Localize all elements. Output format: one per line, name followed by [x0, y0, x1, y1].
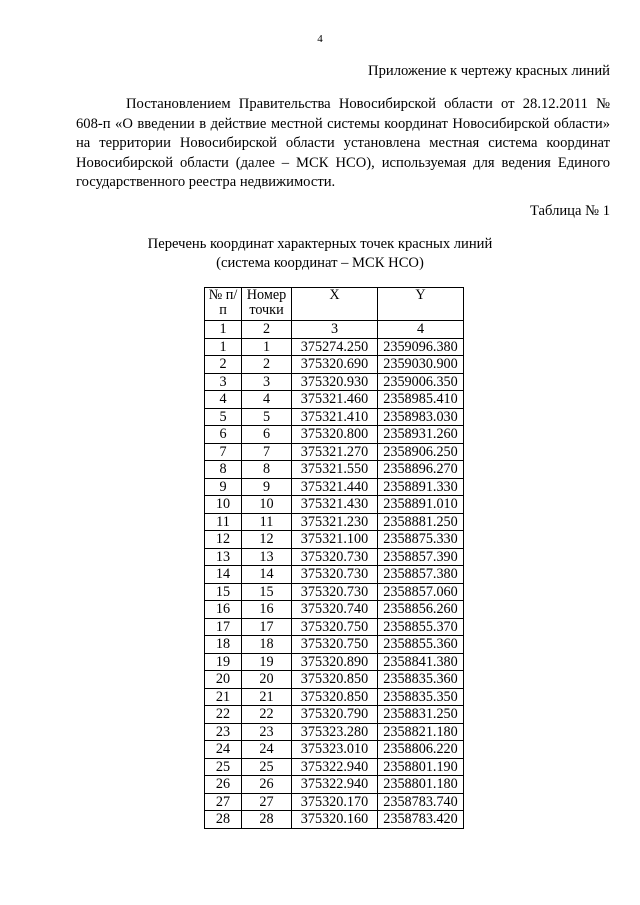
- caption-line-1: Перечень координат характерных точек красных линий: [147, 236, 493, 252]
- table-row: [205, 461, 464, 479]
- table-row: [205, 426, 464, 444]
- cell-x: 375320.730: [292, 583, 378, 601]
- column-number: 2: [242, 321, 292, 339]
- cell-x: 375320.740: [292, 601, 378, 619]
- cell-point-number: 25: [242, 758, 292, 776]
- cell-row-number: 28: [205, 811, 242, 829]
- cell-y: 2358835.350: [378, 688, 464, 706]
- cell-point-number: 27: [242, 793, 292, 811]
- table-row: [205, 758, 464, 776]
- cell-point-number: 23: [242, 723, 292, 741]
- cell-row-number: 18: [205, 636, 242, 654]
- cell-y: 2358985.410: [378, 391, 464, 409]
- cell-x: 375320.930: [292, 373, 378, 391]
- cell-y: 2358831.250: [378, 706, 464, 724]
- cell-point-number: 17: [242, 618, 292, 636]
- cell-row-number: 23: [205, 723, 242, 741]
- cell-y: 2358821.180: [378, 723, 464, 741]
- cell-y: 2358841.380: [378, 653, 464, 671]
- caption-line-2: (система координат – МСК НСО): [216, 255, 424, 271]
- cell-point-number: 18: [242, 636, 292, 654]
- table-row: [205, 618, 464, 636]
- cell-x: 375323.010: [292, 741, 378, 759]
- cell-row-number: 26: [205, 776, 242, 794]
- cell-x: 375274.250: [292, 338, 378, 356]
- cell-row-number: 8: [205, 461, 242, 479]
- cell-y: 2358875.330: [378, 531, 464, 549]
- table-body: [205, 338, 464, 828]
- cell-row-number: 11: [205, 513, 242, 531]
- cell-y: 2358801.190: [378, 758, 464, 776]
- cell-row-number: 12: [205, 531, 242, 549]
- table-label: Таблица № 1: [530, 203, 610, 219]
- cell-row-number: 25: [205, 758, 242, 776]
- cell-y: 2358801.180: [378, 776, 464, 794]
- cell-point-number: 5: [242, 408, 292, 426]
- cell-x: 375321.270: [292, 443, 378, 461]
- cell-y: 2358881.250: [378, 513, 464, 531]
- cell-point-number: 13: [242, 548, 292, 566]
- cell-y: 2358855.370: [378, 618, 464, 636]
- cell-y: 2358896.270: [378, 461, 464, 479]
- table-row: [205, 443, 464, 461]
- cell-x: 375322.940: [292, 758, 378, 776]
- cell-y: 2359006.350: [378, 373, 464, 391]
- cell-x: 375321.230: [292, 513, 378, 531]
- cell-x: 375321.410: [292, 408, 378, 426]
- table-row: [205, 566, 464, 584]
- cell-x: 375320.800: [292, 426, 378, 444]
- cell-x: 375320.730: [292, 548, 378, 566]
- table-row: [205, 776, 464, 794]
- cell-x: 375321.460: [292, 391, 378, 409]
- page-number: 4: [317, 33, 323, 45]
- cell-point-number: 4: [242, 391, 292, 409]
- appendix-title: Приложение к чертежу красных линий: [368, 63, 610, 79]
- cell-y: 2358856.260: [378, 601, 464, 619]
- cell-point-number: 26: [242, 776, 292, 794]
- column-number-row: [205, 321, 464, 339]
- table-row: [205, 671, 464, 689]
- cell-point-number: 9: [242, 478, 292, 496]
- table-row: [205, 531, 464, 549]
- cell-point-number: 1: [242, 338, 292, 356]
- cell-x: 375320.790: [292, 706, 378, 724]
- cell-y: 2358931.260: [378, 426, 464, 444]
- table-row: [205, 496, 464, 514]
- cell-point-number: 24: [242, 741, 292, 759]
- cell-point-number: 8: [242, 461, 292, 479]
- cell-point-number: 16: [242, 601, 292, 619]
- cell-x: 375320.850: [292, 688, 378, 706]
- cell-point-number: 28: [242, 811, 292, 829]
- cell-point-number: 7: [242, 443, 292, 461]
- cell-row-number: 1: [205, 338, 242, 356]
- table-row: [205, 811, 464, 829]
- table-caption: [0, 235, 640, 273]
- cell-point-number: 19: [242, 653, 292, 671]
- cell-y: 2359096.380: [378, 338, 464, 356]
- cell-y: 2358783.420: [378, 811, 464, 829]
- cell-y: 2358783.740: [378, 793, 464, 811]
- table-row: [205, 741, 464, 759]
- cell-point-number: 21: [242, 688, 292, 706]
- cell-y: 2358906.250: [378, 443, 464, 461]
- cell-x: 375320.730: [292, 566, 378, 584]
- cell-x: 375320.850: [292, 671, 378, 689]
- cell-row-number: 10: [205, 496, 242, 514]
- cell-row-number: 27: [205, 793, 242, 811]
- cell-row-number: 9: [205, 478, 242, 496]
- table-row: [205, 636, 464, 654]
- cell-row-number: 22: [205, 706, 242, 724]
- cell-row-number: 7: [205, 443, 242, 461]
- table-row: [205, 513, 464, 531]
- cell-row-number: 13: [205, 548, 242, 566]
- cell-point-number: 6: [242, 426, 292, 444]
- column-number: 3: [292, 321, 378, 339]
- cell-row-number: 14: [205, 566, 242, 584]
- table-row: [205, 723, 464, 741]
- cell-point-number: 14: [242, 566, 292, 584]
- cell-y: 2358891.010: [378, 496, 464, 514]
- cell-point-number: 20: [242, 671, 292, 689]
- cell-x: 375321.550: [292, 461, 378, 479]
- cell-point-number: 11: [242, 513, 292, 531]
- header-x: X: [292, 288, 378, 321]
- cell-x: 375323.280: [292, 723, 378, 741]
- cell-point-number: 2: [242, 356, 292, 374]
- cell-x: 375321.440: [292, 478, 378, 496]
- cell-row-number: 17: [205, 618, 242, 636]
- table-row: [205, 793, 464, 811]
- header-point-number: Номер точки: [242, 288, 292, 321]
- intro-paragraph: Постановлением Правительства Новосибирской области от 28.12.2011 № 608-п «О введении в действие местной системы координат Новосибирской области» на территории Новосибирской области установлена местная система координат Новосибирской области (далее – МСК НСО), используемая для ведения Единого государственного реестра недвижимости.: [76, 96, 610, 190]
- cell-row-number: 5: [205, 408, 242, 426]
- cell-row-number: 19: [205, 653, 242, 671]
- coordinates-table: [204, 287, 464, 829]
- cell-x: 375321.100: [292, 531, 378, 549]
- cell-x: 375320.160: [292, 811, 378, 829]
- header-y: Y: [378, 288, 464, 321]
- cell-point-number: 3: [242, 373, 292, 391]
- cell-row-number: 6: [205, 426, 242, 444]
- cell-y: 2358857.060: [378, 583, 464, 601]
- cell-y: 2358891.330: [378, 478, 464, 496]
- cell-row-number: 3: [205, 373, 242, 391]
- table-row: [205, 653, 464, 671]
- cell-row-number: 2: [205, 356, 242, 374]
- table-row: [205, 478, 464, 496]
- cell-x: 375320.750: [292, 636, 378, 654]
- cell-row-number: 16: [205, 601, 242, 619]
- table-header-row: [205, 288, 464, 321]
- table-row: [205, 408, 464, 426]
- cell-x: 375321.430: [292, 496, 378, 514]
- table-row: [205, 373, 464, 391]
- cell-row-number: 15: [205, 583, 242, 601]
- cell-row-number: 21: [205, 688, 242, 706]
- table-row: [205, 688, 464, 706]
- cell-y: 2358857.380: [378, 566, 464, 584]
- cell-row-number: 24: [205, 741, 242, 759]
- cell-x: 375320.690: [292, 356, 378, 374]
- cell-x: 375320.890: [292, 653, 378, 671]
- cell-y: 2359030.900: [378, 356, 464, 374]
- table-row: [205, 548, 464, 566]
- cell-row-number: 4: [205, 391, 242, 409]
- header-row-number: № п/п: [205, 288, 242, 321]
- cell-y: 2358855.360: [378, 636, 464, 654]
- cell-y: 2358983.030: [378, 408, 464, 426]
- column-number: 1: [205, 321, 242, 339]
- table-row: [205, 356, 464, 374]
- table-row: [205, 706, 464, 724]
- cell-y: 2358857.390: [378, 548, 464, 566]
- cell-point-number: 15: [242, 583, 292, 601]
- cell-point-number: 12: [242, 531, 292, 549]
- cell-x: 375320.750: [292, 618, 378, 636]
- table-row: [205, 338, 464, 356]
- cell-y: 2358806.220: [378, 741, 464, 759]
- cell-point-number: 10: [242, 496, 292, 514]
- table-row: [205, 391, 464, 409]
- cell-row-number: 20: [205, 671, 242, 689]
- cell-y: 2358835.360: [378, 671, 464, 689]
- cell-x: 375320.170: [292, 793, 378, 811]
- table-row: [205, 583, 464, 601]
- table-row: [205, 601, 464, 619]
- cell-point-number: 22: [242, 706, 292, 724]
- cell-x: 375322.940: [292, 776, 378, 794]
- column-number: 4: [378, 321, 464, 339]
